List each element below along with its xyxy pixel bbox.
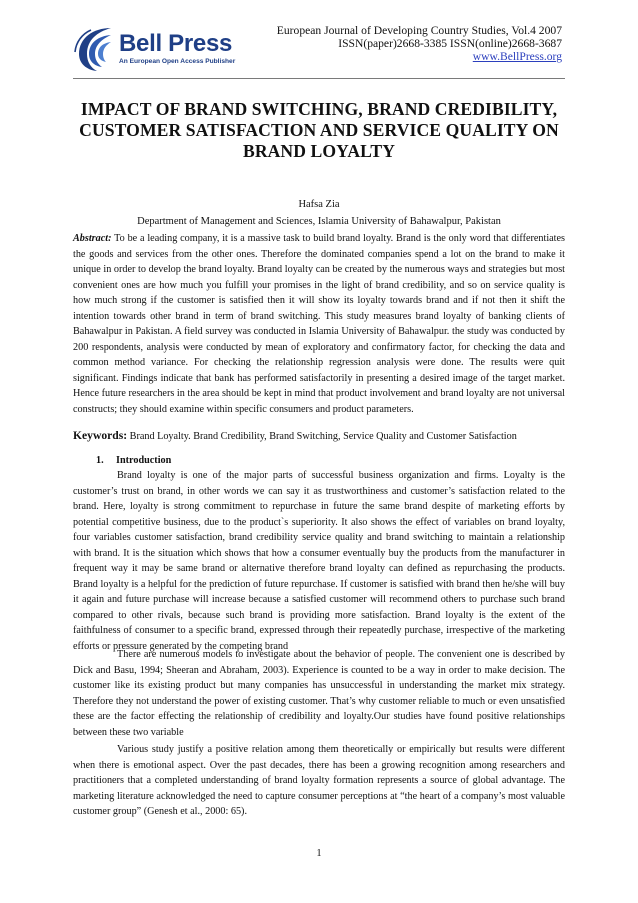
abstract-label: Abstract: (73, 233, 112, 244)
abstract-text: To be a leading company, it is a massive task to build brand loyalty. Brand is the only word that differentiates the goods and services from the other ones. Therefore the dominated companies spend a lot on the brand to make it unique in order to develop the brand loyalty. Brand loyalty can be created by the numerous ways and strategies but most convenient ones are how much you fulfill your promises in the light of brand credibility, and so on service quality is how much strong if the customer is satisfied then it will show its loyalty towards brand and if not then it shift the intention towards other brand in term of brand switching. This study measures brand loyalty of banking clients of Bahawalpur in Pakistan. A field survey was conducted in Islamia University of Bahawalpur. the study was conducted by 200 respondents, analysis were conducted by mean of exploratory and confirmatory factor, for checking the data and common method variance. For checking the relationship regression analysis were done. The results were quit significant. Findings indicate that bank has performed satisfactorily in presenting a desired image of the target market. Hence future researchers in the area should be kept in mind that product involvement and brand loyalty are not universal constructs; they should examine within specific consumers and product parameters. (73, 233, 565, 415)
publisher-logo (73, 22, 243, 74)
section-heading (96, 455, 171, 466)
keywords-text: Brand Loyalty. Brand Credibility, Brand Switching, Service Quality and Customer Satisfaction (127, 431, 517, 442)
bell-press-swoosh-logo-icon (73, 24, 119, 74)
author-name: Hafsa Zia (298, 199, 340, 210)
logo-name: Bell Press (119, 30, 233, 57)
logo-tagline: An European Open Access Publisher (119, 58, 236, 65)
intro-paragraph-3: Various study justify a positive relation among them theoretically or empirically but results were different when there is emotional aspect. Over the past decades, there has been a growing recognition among researchers and practitioners that a completed understanding of brand loyalty formation represents a source of global advantage. The marketing literature acknowledged the need to capture consumer perceptions at “the heart of a company’s most valuable customer group” (Genesh et al., 2000: 65). (73, 744, 565, 817)
header-rule (73, 78, 565, 79)
page-number: 1 (316, 848, 322, 859)
section-number: 1. (96, 455, 104, 466)
author-affiliation: Department of Management and Sciences, Islamia University of Bahawalpur, Pakistan (137, 216, 501, 227)
section-title: Introduction (116, 455, 172, 466)
website-link[interactable]: www.BellPress.org (472, 50, 562, 64)
journal-line: European Journal of Developing Country Studies, Vol.4 2007 (276, 24, 562, 37)
keywords (73, 428, 565, 445)
journal-info (232, 24, 562, 64)
paper-title: IMPACT OF BRAND SWITCHING, BRAND CREDIBILITY, CUSTOMER SATISFACTION AND SERVICE QUALITY ON BRAND LOYALTY (79, 99, 559, 161)
intro-paragraph-1: Brand loyalty is one of the major parts of successful business organization and firms. Loyalty is the customer’s trust on brand, in other words we can say it as trustworthiness and customer’s satisfaction related to the brand. Here, loyalty is strong commitment to repurchase in future the same brand despite of marketing efforts by potential competitive business, due to the product`s superiority. It also shows the effect of variables on brand loyalty, four variables customer satisfaction, brand credibility service quality and brand switching to maintain a relationship with brand. It is the situation which shows that how a consumer eventually buy the products from the manufacturer in frequent way it may be same brand or alternative therefore brand loyalty can defined as repurchasing the products. Brand loyalty is a helpful for the prediction of future repurchase. If customer is satisfied with brand then he/she will buy it again and future purchase will increase because a satisfied customer will recommend others to purchase such brand compared to other rivals, because such brand is providing more satisfaction. Brand loyalty is the extent of the faithfulness of consumer to a specific brand, expressed through their repeatedly purchase, irrespective of the marketing efforts or pressure generated by the competing brand (73, 470, 565, 652)
issn-line: ISSN(paper)2668-3385 ISSN(online)2668-3687 (338, 37, 562, 51)
keywords-label: Keywords: (73, 429, 128, 442)
intro-paragraph-2: There are numerous models to investigate about the behavior of people. The convenient one is described by Dick and Basu, 1994; Sheeran and Abraham, 2003). Experience is counted to be a way in order to make decision. The customer like its existing product but many companies has unsuccessful in understanding the market mix strategy. Therefore they not understand the power of existing customer. That’s why customer reliable to much or even unsatisfied these are the factor effecting the relationship of credibility and loyalty.Our studies have found positive relationships between these two variable (73, 649, 565, 738)
abstract (73, 231, 565, 417)
